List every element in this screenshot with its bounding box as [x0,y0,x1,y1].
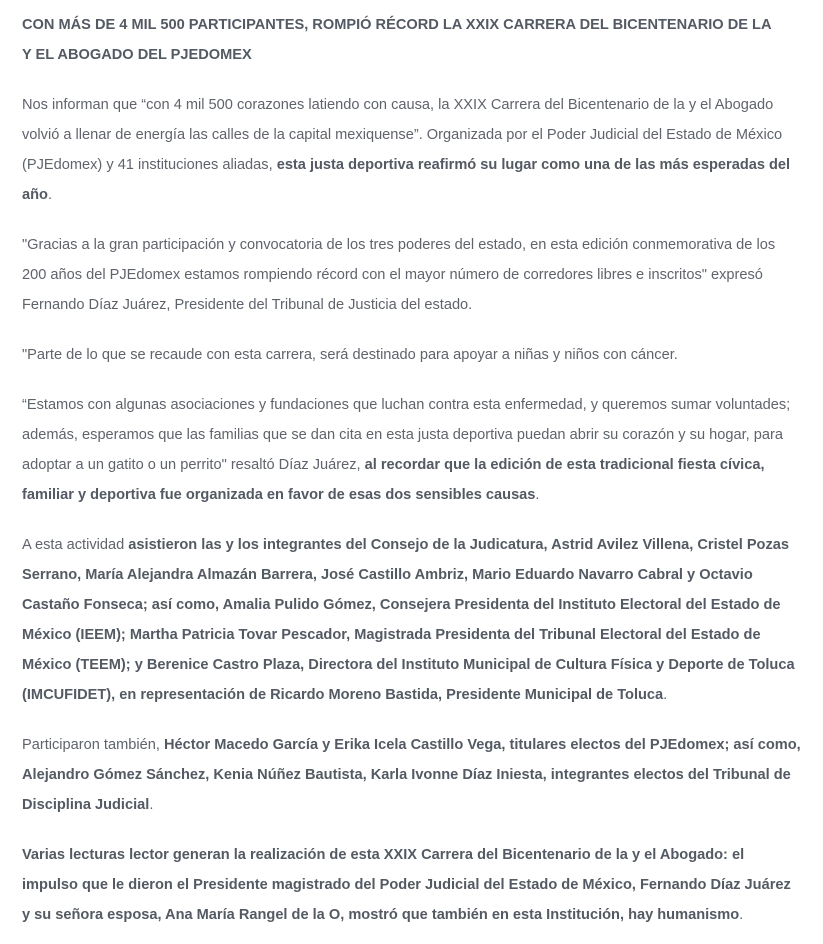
article-title: CON MÁS DE 4 MIL 500 PARTICIPANTES, ROMPIÓ RÉCORD LA XXIX CARRERA DEL BICENTENARIO DE LA Y EL ABOGADO DEL PJEDOMEX [22,17,771,63]
paragraph-7-bold: Varias lecturas lector generan la realización de esta XXIX Carrera del Bicentenario de la y el Abogado: el impulso que le dieron el Presidente magistrado del Poder Judicial del Estado de México, Fernando Díaz Juárez y su señora esposa, Ana María Rangel de la O, mostró que también en esta Institución, hay humanismo [22,847,791,923]
paragraph-6 [22,730,801,820]
paragraph-1-bold: esta justa deportiva reafirmó su lugar como una de las más esperadas del año [22,157,791,203]
paragraph-5 [22,530,801,710]
paragraph-4-text: “Estamos con algunas asociaciones y fundaciones que luchan contra esta enfermedad, y queremos sumar voluntades; además, esperamos que las familias que se dan cita en esta justa deportiva puedan abrir su corazón y su hogar, para adoptar a un gatito o un perrito" resaltó Díaz Juárez, [22,397,791,473]
paragraph-5-text: A esta actividad [22,537,129,553]
paragraph-1-text: Nos informan que “con 4 mil 500 corazones latiendo con causa, la XXIX Carrera del Bicentenario de la y el Abogado volvió a llenar de energía las calles de la capital mexiquense”. Organizada por el Poder Judicial del Estado de México (PJEdomex) y 41 instituciones aliadas, [22,97,783,173]
paragraph-4 [22,390,801,510]
paragraph-2: "Gracias a la gran participación y convocatoria de los tres poderes del estado, en esta edición conmemorativa de los 200 años del PJEdomex estamos rompiendo récord con el mayor número de corredores libres e inscritos" expresó Fernando Díaz Juárez, Presidente del Tribunal de Justicia del estado. [22,237,776,313]
paragraph-4-end: . [535,487,540,503]
paragraph-6-text: Participaron también, [22,737,164,753]
paragraph-6-end: . [149,797,154,813]
paragraph-5-bold: asistieron las y los integrantes del Consejo de la Judicatura, Astrid Avilez Villena, Cristel Pozas Serrano, María Alejandra Almazán Barrera, José Castillo Ambriz, Mario Eduardo Navarro Cabral y Octavio Castaño Fonseca; así como, Amalia Pulido Gómez, Consejera Presidenta del Instituto Electoral del Estado de México (IEEM); Martha Patricia Tovar Pescador, Magistrada Presidenta del Tribunal Electoral del Estado de México (TEEM); y Berenice Castro Plaza, Directora del Instituto Municipal de Cultura Física y Deporte de Toluca (IMCUFIDET), en representación de Ricardo Moreno Bastida, Presidente Municipal de Toluca [22,537,795,703]
paragraph-5-end: . [663,687,668,703]
paragraph-7-end: . [739,907,744,923]
paragraph-6-bold: Héctor Macedo García y Erika Icela Castillo Vega, titulares electos del PJEdomex; así como, Alejandro Gómez Sánchez, Kenia Núñez Bautista, Karla Ivonne Díaz Iniesta, integrantes electos del Tribunal de Disciplina Judicial [22,737,801,813]
paragraph-1-end: . [47,187,53,203]
paragraph-3: "Parte de lo que se recaude con esta carrera, será destinado para apoyar a niñas y niños con cáncer. [22,347,678,363]
paragraph-1 [22,90,801,210]
paragraph-7 [22,840,801,930]
paragraph-4-bold: al recordar que la edición de esta tradicional fiesta cívica, familiar y deportiva fue organizada en favor de esas dos sensibles causas [22,457,765,503]
